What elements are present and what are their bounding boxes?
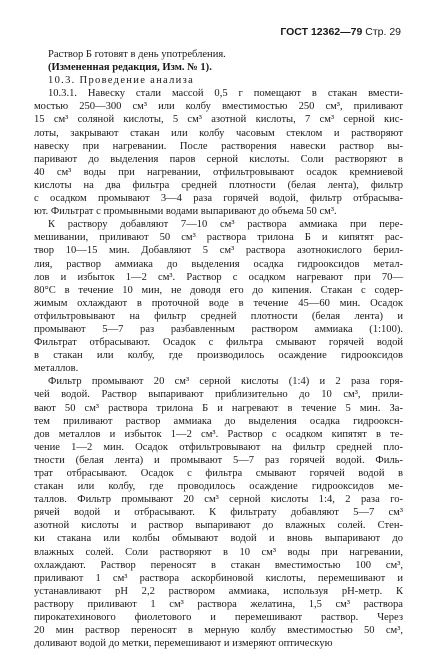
text-line: рячей водой и отбрасывают. К фильтрату добавляют 5—7 см³ bbox=[34, 507, 403, 519]
text-line: приливают 1 см³ раствора аскорбиновой кислоты, перемешивают и bbox=[34, 572, 403, 584]
text-line: Фильтрат отбрасывают. Осадок с фильтра смывают горячей водой bbox=[34, 337, 403, 349]
text-line: промывают 5—7 раз разбавленным раствором аммиака (1:100). bbox=[34, 323, 403, 335]
text-line: вают 50 см³ раствора трилона Б и нагревают в течение 5 мин. За- bbox=[34, 402, 403, 414]
text-line: К раствору добавляют 7—10 см³ раствора аммиака при пере- bbox=[48, 219, 403, 231]
text-line: 15 см³ соляной кислоты, 5 см³ азотной кислоты, 7 см³ серной кис- bbox=[34, 114, 403, 126]
text-line: лов и избыток 1—2 см³. Раствор с осадком нагревают при 70— bbox=[34, 271, 403, 283]
paragraph bbox=[34, 87, 403, 218]
text-line: в стакан или колбу, где производилось осаждение гидрооксидов bbox=[34, 350, 403, 362]
paragraph bbox=[34, 61, 403, 74]
document-body bbox=[34, 48, 403, 650]
text-line: 80°С в течение 10 мин, не доводя его до кипения. Стакан с содер- bbox=[34, 284, 403, 296]
text-line: металлов. bbox=[34, 363, 79, 375]
text-line: отфильтровывают на фильтр средней плотности (белая лента) и bbox=[34, 310, 403, 322]
text-line: 20 мин раствор переносят в мерную колбу вместимостью 50 см³, bbox=[34, 625, 403, 637]
text-line: твор 10—15 мин. Добавляют 5 см³ раствора азотнокислого берил- bbox=[34, 245, 403, 257]
text-line: дов металлов и избыток 1—2 см³. Раствор с осадком кипятят в те- bbox=[34, 428, 403, 440]
text-line: паривают до выделения паров серной кислоты. Соли растворяют в bbox=[34, 153, 403, 165]
text-line: ют. Фильтрат с промывными водами выпаривают до объема 50 см³. bbox=[34, 206, 337, 218]
text-line: таллов. Фильтр промывают 20 см³ серной кислоты 1:4, 2 раза го- bbox=[34, 494, 403, 506]
text-line: навеску при нагревании. После растворения навески раствор вы- bbox=[34, 140, 403, 152]
text-line: пирокатехинового фиолетового и перемешивают раствор. Через bbox=[34, 612, 403, 624]
text-line: стакан или колбу, где проводилось осаждение гидрооксидов ме- bbox=[34, 481, 403, 493]
paragraph bbox=[34, 218, 403, 375]
text-line: устанавливают pH 2,2 раствором аммиака, используя pH-метр. К bbox=[34, 585, 403, 597]
text-line: жимым охлаждают в проточной воде в течение 45—60 мин. Осадок bbox=[34, 297, 403, 309]
text-line: тности (белая лента) и промывают 5—7 раз горячей водой. Филь- bbox=[34, 454, 403, 466]
text-line: (Измененная редакция, Изм. № 1). bbox=[48, 62, 212, 74]
text-line: мешивании, приливают 50 см³ раствора трилона Б и кипятят рас- bbox=[34, 232, 403, 244]
text-line: трат отбрасывают. Осадок с фильтра смывают горячей водой в bbox=[34, 468, 403, 479]
text-line: раствору приливают 1 см³ раствора желатина, 1,5 см³ раствора bbox=[34, 598, 403, 610]
text-line: 10.3.1. Навеску стали массой 0,5 г помещают в стакан вмести- bbox=[48, 88, 403, 100]
text-line: с осадком промывают 3—4 раза горячей водой, фильтр отбрасыва- bbox=[34, 193, 403, 205]
page-header bbox=[280, 26, 401, 38]
text-line: доливают водой до метки, перемешивают и измеряют оптическую bbox=[34, 638, 333, 650]
text-line: чей водой. Раствор выпаривают приблизительно до 10 см³, прили- bbox=[34, 389, 403, 401]
text-line: азотной кислоты и раствор выпаривают до влажных солей. Стен- bbox=[34, 520, 403, 532]
text-line: Фильтр промывают 20 см³ серной кислоты (1:4) и 2 раза горя- bbox=[48, 376, 403, 388]
text-line: 10.3. Проведение анализа bbox=[48, 75, 195, 87]
text-line: лия, раствор аммиака до выделения осадка гидрооксидов метал- bbox=[34, 258, 403, 270]
text-line: мостью 250—300 см³ или колбу вместимостью 250 см³, приливают bbox=[34, 101, 403, 113]
gost-number: ГОСТ 12362—79 bbox=[280, 26, 366, 38]
text-line: Раствор Б готовят в день употребления. bbox=[48, 49, 226, 60]
text-line: тем приливают раствор аммиака до выделения осадка гидрооксн- bbox=[34, 415, 403, 427]
text-line: кислоты на два фильтра средней плотности (белая лента), фильтр bbox=[34, 179, 403, 191]
text-line: ки стакана или колбы обмывают водой и вновь выпаривают до bbox=[34, 533, 403, 545]
text-line: лоты, закрывают стакан или колбу часовым стеклом и растворяют bbox=[34, 127, 403, 139]
paragraph bbox=[34, 375, 403, 650]
text-line: влажных солей. Соли растворяют в 10 см³ воды при нагревании, bbox=[34, 546, 403, 558]
paragraph bbox=[34, 48, 403, 61]
text-line: 40 см³ воды при нагревании, отфильтровывают осадок кремниевой bbox=[34, 166, 403, 178]
text-line: чение 1—2 мин. Осадок отфильтровывают на фильтр средней пло- bbox=[34, 441, 403, 453]
page-number: Стр. 29 bbox=[365, 26, 401, 38]
paragraph bbox=[34, 74, 403, 87]
text-line: охлаждают. Раствор переносят в стакан вместимостью 100 см³, bbox=[34, 559, 403, 571]
